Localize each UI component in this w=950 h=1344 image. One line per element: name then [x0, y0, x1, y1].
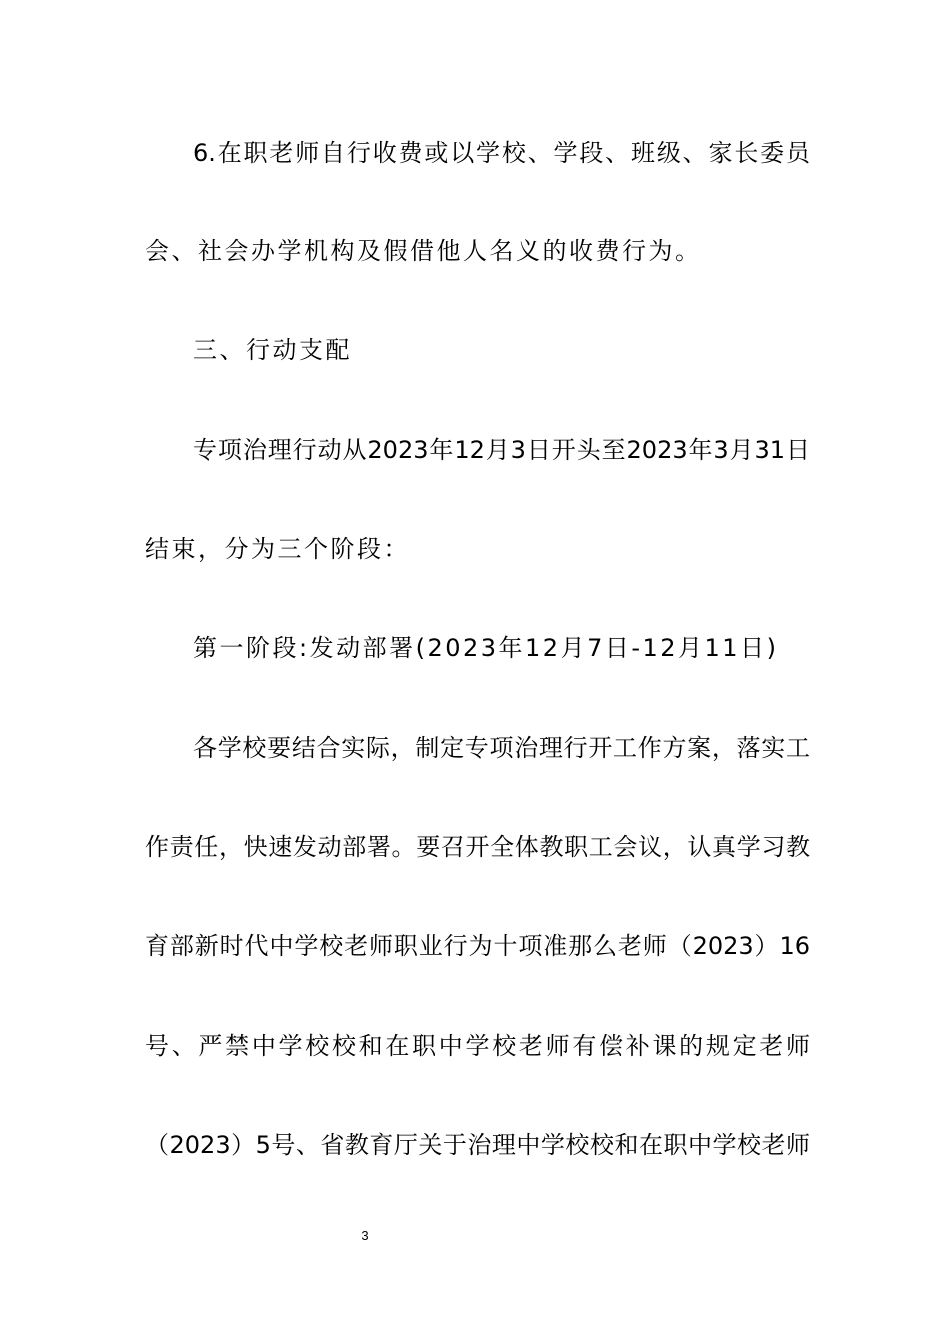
paragraph-line: 结束，分为三个阶段：	[145, 535, 410, 563]
stage-heading: 第一阶段:发动部署(2023年12月7日-12月11日)	[193, 634, 779, 662]
paragraph-line: 号、严禁中学校校和在职中学校老师有偿补课的规定老师	[145, 1032, 810, 1060]
paragraph-line: 会、社会办学机构及假借他人名义的收费行为。	[145, 237, 702, 265]
paragraph-line: （2023）5号、省教育厅关于治理中学校校和在职中学校老师	[145, 1131, 810, 1159]
section-heading: 三、行动支配	[193, 336, 352, 364]
paragraph-line: 6.在职老师自行收费或以学校、学段、班级、家长委员	[193, 139, 810, 167]
paragraph-line: 专项治理行动从2023年12月3日开头至2023年3月31日	[193, 436, 810, 464]
paragraph-line: 各学校要结合实际，制定专项治理行开工作方案，落实工	[193, 734, 810, 762]
paragraph-line: 育部新时代中学校老师职业行为十项准那么老师（2023）16	[145, 932, 810, 960]
paragraph-line: 作责任，快速发动部署。要召开全体教职工会议，认真学习教	[145, 833, 810, 861]
page-number: 3	[361, 1228, 369, 1243]
